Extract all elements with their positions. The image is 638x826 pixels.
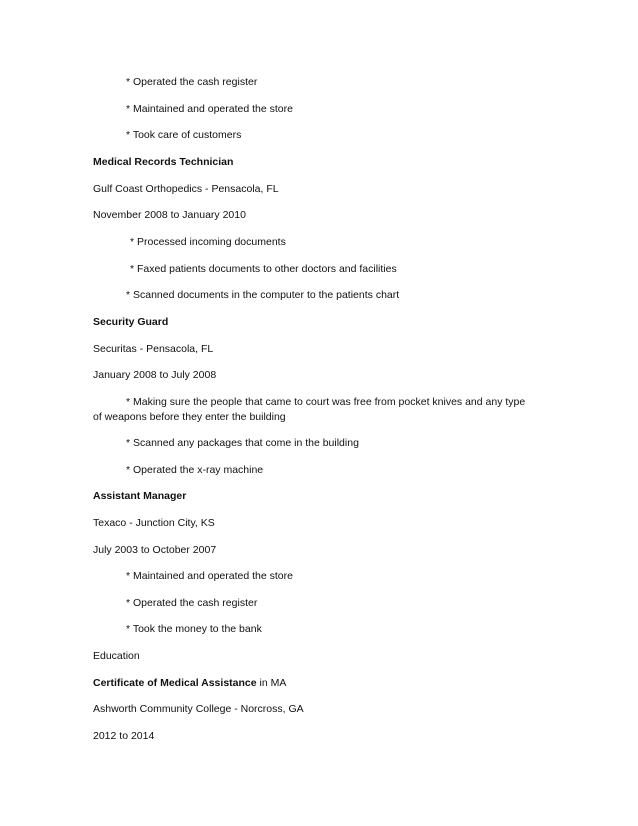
duty-item: * Took care of customers xyxy=(126,129,242,141)
duty-item: * Maintained and operated the store xyxy=(126,103,293,115)
duty-item: * Making sure the people that came to court was free from pocket knives and any type xyxy=(126,396,526,408)
certificate-line xyxy=(93,676,286,690)
date-range: 2012 to 2014 xyxy=(93,730,155,742)
duty-item: * Scanned any packages that come in the building xyxy=(126,437,359,449)
duty-item: * Faxed patients documents to other doctors and facilities xyxy=(130,263,397,275)
date-range: July 2003 to October 2007 xyxy=(93,544,217,556)
job-title: Security Guard xyxy=(93,316,169,328)
duty-item: * Operated the cash register xyxy=(126,76,258,88)
duty-item: * Operated the x-ray machine xyxy=(126,464,264,476)
duty-item: * Operated the cash register xyxy=(126,597,258,609)
date-range: January 2008 to July 2008 xyxy=(93,369,217,381)
employer: Texaco - Junction City, KS xyxy=(93,517,215,529)
duty-item: * Maintained and operated the store xyxy=(126,570,293,582)
job-title: Medical Records Technician xyxy=(93,156,234,168)
job-title: Assistant Manager xyxy=(93,490,187,502)
employer: Securitas - Pensacola, FL xyxy=(93,343,214,355)
certificate-title: Certificate of Medical Assistance xyxy=(93,677,257,689)
school: Ashworth Community College - Norcross, GA xyxy=(93,703,304,715)
duty-item: * Scanned documents in the computer to the patients chart xyxy=(126,289,400,301)
section-heading-education: Education xyxy=(93,650,140,662)
duty-item: * Processed incoming documents xyxy=(130,236,286,248)
employer: Gulf Coast Orthopedics - Pensacola, FL xyxy=(93,183,279,195)
duty-item: * Took the money to the bank xyxy=(126,623,262,635)
date-range: November 2008 to January 2010 xyxy=(93,209,246,221)
certificate-field: in MA xyxy=(256,677,287,689)
duty-item-continuation: of weapons before they enter the building xyxy=(93,411,286,423)
